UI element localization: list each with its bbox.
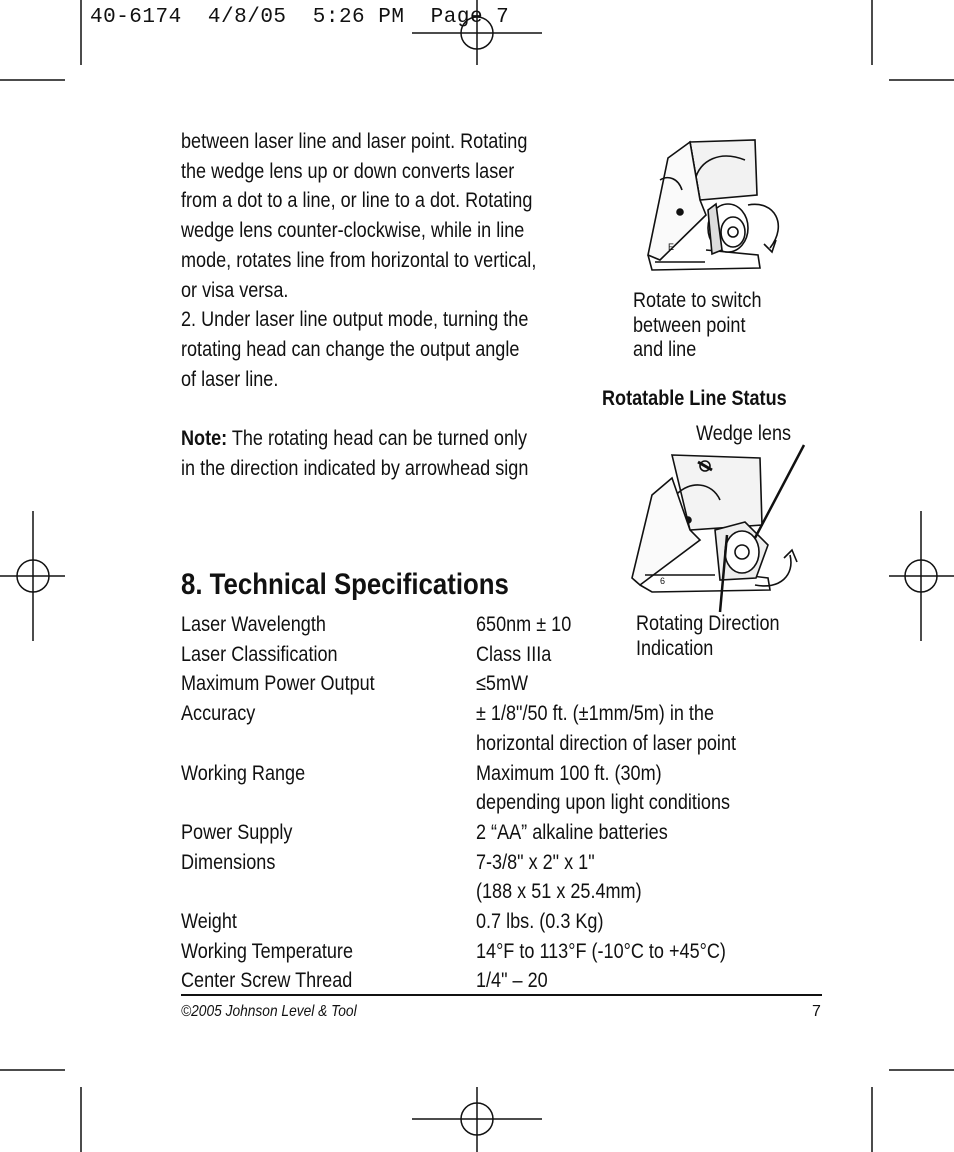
body-line: from a dot to a line, or line to a dot. Rotating xyxy=(181,189,533,213)
spec-value-line: 0.7 lbs. (0.3 Kg) xyxy=(476,910,604,934)
spec-label: Weight xyxy=(181,910,237,934)
specs-table xyxy=(181,610,881,996)
spec-value-line: 1/4" – 20 xyxy=(476,969,548,993)
spec-row xyxy=(181,848,881,907)
body-line: of laser line. xyxy=(181,367,279,391)
spec-label: Power Supply xyxy=(181,820,293,844)
copyright: ©2005 Johnson Level & Tool xyxy=(181,1003,357,1020)
spec-row xyxy=(181,907,881,937)
spec-row xyxy=(181,759,881,818)
note-line: The rotating head can be turned only xyxy=(227,427,528,451)
body-line: between laser line and laser point. Rotating xyxy=(181,130,528,153)
body-line: 2. Under laser line output mode, turning the xyxy=(181,308,529,332)
spec-value-line: 2 “AA” alkaline batteries xyxy=(476,820,668,844)
spec-value xyxy=(476,759,820,818)
spec-value xyxy=(476,610,820,640)
svg-text:6: 6 xyxy=(660,576,666,586)
spec-label: Accuracy xyxy=(181,702,256,726)
section-heading: 8. Technical Specifications xyxy=(181,568,509,601)
print-slug: 40-6174 4/8/05 5:26 PM Page 7 xyxy=(90,6,510,29)
spec-value-line: 14°F to 113°F (-10°C to +45°C) xyxy=(476,939,726,963)
spec-value-line: Maximum 100 ft. (30m) xyxy=(476,761,662,785)
svg-text:E: E xyxy=(668,242,675,252)
body-line: wedge lens counter-clockwise, while in line xyxy=(181,219,525,243)
spec-label: Laser Classification xyxy=(181,642,338,666)
spec-row xyxy=(181,640,881,670)
footer-rule xyxy=(181,994,822,996)
caption-line: between point xyxy=(633,313,746,337)
spec-value xyxy=(476,818,820,848)
spec-label: Working Temperature xyxy=(181,939,353,963)
note-label: Note: xyxy=(181,427,228,451)
spec-value-line: 650nm ± 10 xyxy=(476,613,572,636)
spec-value-line: horizontal direction of laser point xyxy=(476,731,737,755)
spec-value-line: ≤5mW xyxy=(476,672,529,696)
spec-row xyxy=(181,818,881,848)
body-line: or visa versa. xyxy=(181,278,289,302)
caption-line: Indication xyxy=(636,636,714,660)
spec-row xyxy=(181,966,881,996)
figure-title: Rotatable Line Status xyxy=(602,387,787,410)
spec-value-line: depending upon light conditions xyxy=(476,791,731,815)
body-line: the wedge lens up or down converts laser xyxy=(181,159,515,183)
spec-value xyxy=(476,699,820,758)
note-line: in the direction indicated by arrowhead sign xyxy=(181,456,529,480)
spec-label: Maximum Power Output xyxy=(181,672,375,696)
spec-row xyxy=(181,610,881,640)
spec-label: Center Screw Thread xyxy=(181,969,353,993)
spec-value xyxy=(476,669,820,699)
spec-value-line: ± 1/8"/50 ft. (±1mm/5m) in the xyxy=(476,702,715,726)
spec-value-line: 7-3/8" x 2" x 1" xyxy=(476,850,595,874)
spec-value xyxy=(476,937,820,967)
spec-value xyxy=(476,640,820,670)
spec-value-line: Class IIIa xyxy=(476,642,552,666)
spec-row xyxy=(181,669,881,699)
spec-value-line: (188 x 51 x 25.4mm) xyxy=(476,880,642,904)
spec-value xyxy=(476,907,820,937)
page-number: 7 xyxy=(812,1003,821,1020)
caption-line: Rotate to switch xyxy=(633,289,762,312)
spec-row xyxy=(181,699,881,758)
spec-label: Laser Wavelength xyxy=(181,613,326,636)
spec-value xyxy=(476,966,820,996)
caption-line: and line xyxy=(633,338,697,361)
spec-label: Working Range xyxy=(181,761,306,785)
caption-line: Rotating Direction xyxy=(636,612,780,635)
spec-row xyxy=(181,937,881,967)
body-line: mode, rotates line from horizontal to vertical, xyxy=(181,248,537,272)
spec-label: Dimensions xyxy=(181,850,276,874)
wedge-lens-label: Wedge lens xyxy=(696,422,792,445)
spec-value xyxy=(476,848,820,907)
body-line: rotating head can change the output angle xyxy=(181,337,520,361)
